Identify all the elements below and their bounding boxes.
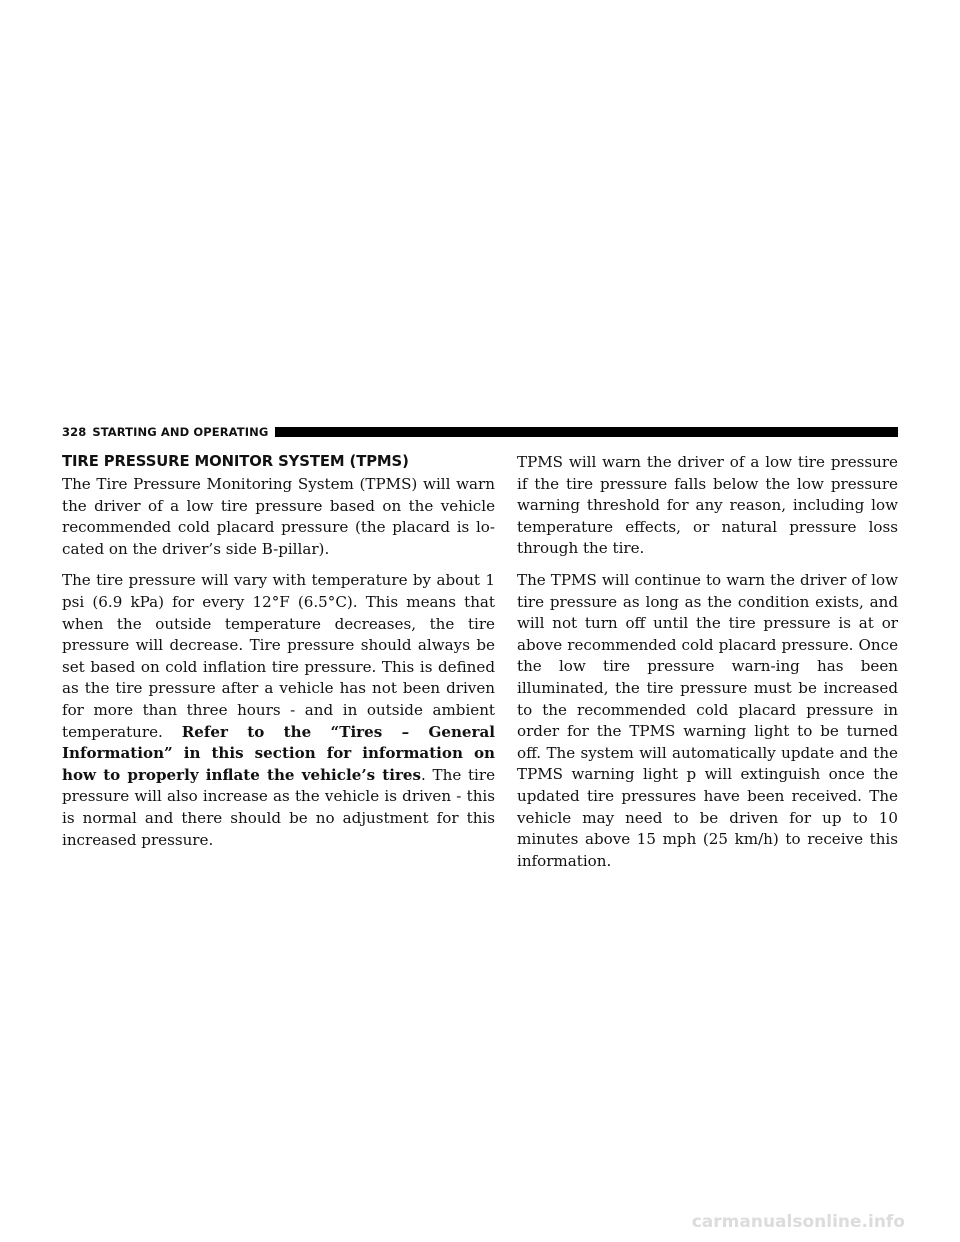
section-title: STARTING AND OPERATING [92,425,269,439]
running-header [62,425,268,439]
cross-reference: Refer to the “Tires – General Information” in this section for information on how to properly inflate the vehicle’s tires [62,722,495,784]
site-watermark: carmanualsonline.info [691,1212,905,1232]
page-number: 328 [62,425,87,439]
paragraph-temperature-end: . The tire pressure will also increase as the vehicle is driven - this is normal and there should be no adjustment for this increased pressure. [62,765,496,849]
page-header [62,424,898,440]
section-heading: TIRE PRESSURE MONITOR SYSTEM (TPMS) [62,453,409,470]
paragraph-temperature [62,570,495,851]
left-column [62,452,495,861]
paragraph-tpms-intro: The Tire Pressure Monitoring System (TPMS) will warn the driver of a low tire pressure based on the vehicle recommended cold placard pressure (the placard is lo-cated on the driver’s side B-pillar). [62,475,495,558]
header-rule [275,427,898,437]
paragraph-warning-light: The TPMS will continue to warn the driver of low tire pressure as long as the condition exists, and will not turn off until the tire pressure is at or above recommended cold placard pressure. Once the low tire pressure warn-ing has been illuminated, the tire pressure must be increased to the recommended cold placard pressure in order for the TPMS warning light to be turned off. The system will automatically update and the TPMS warning light p will extinguish once the updated tire pressures have been received. The vehicle may need to be driven for up to 10 minutes above 15 mph (25 km/h) to receive this information. [517,570,898,870]
paragraph-warning-threshold: TPMS will warn the driver of a low tire pressure if the tire pressure falls below the low pressure warning threshold for any reason, including low temperature effects, or natural pressure loss through the tire. [517,453,898,558]
paragraph-temperature-text: The tire pressure will vary with temperature by about 1 psi (6.9 kPa) for every 12°F (6.5°C). This means that when the outside temperature decreases, the tire pressure will decrease. Tire pressure should always be set based on cold inflation tire pressure. This is defined as the tire pressure after a vehicle has not been driven for more than three hours - and in outside ambient temperature. [62,571,495,741]
right-column [517,452,898,882]
